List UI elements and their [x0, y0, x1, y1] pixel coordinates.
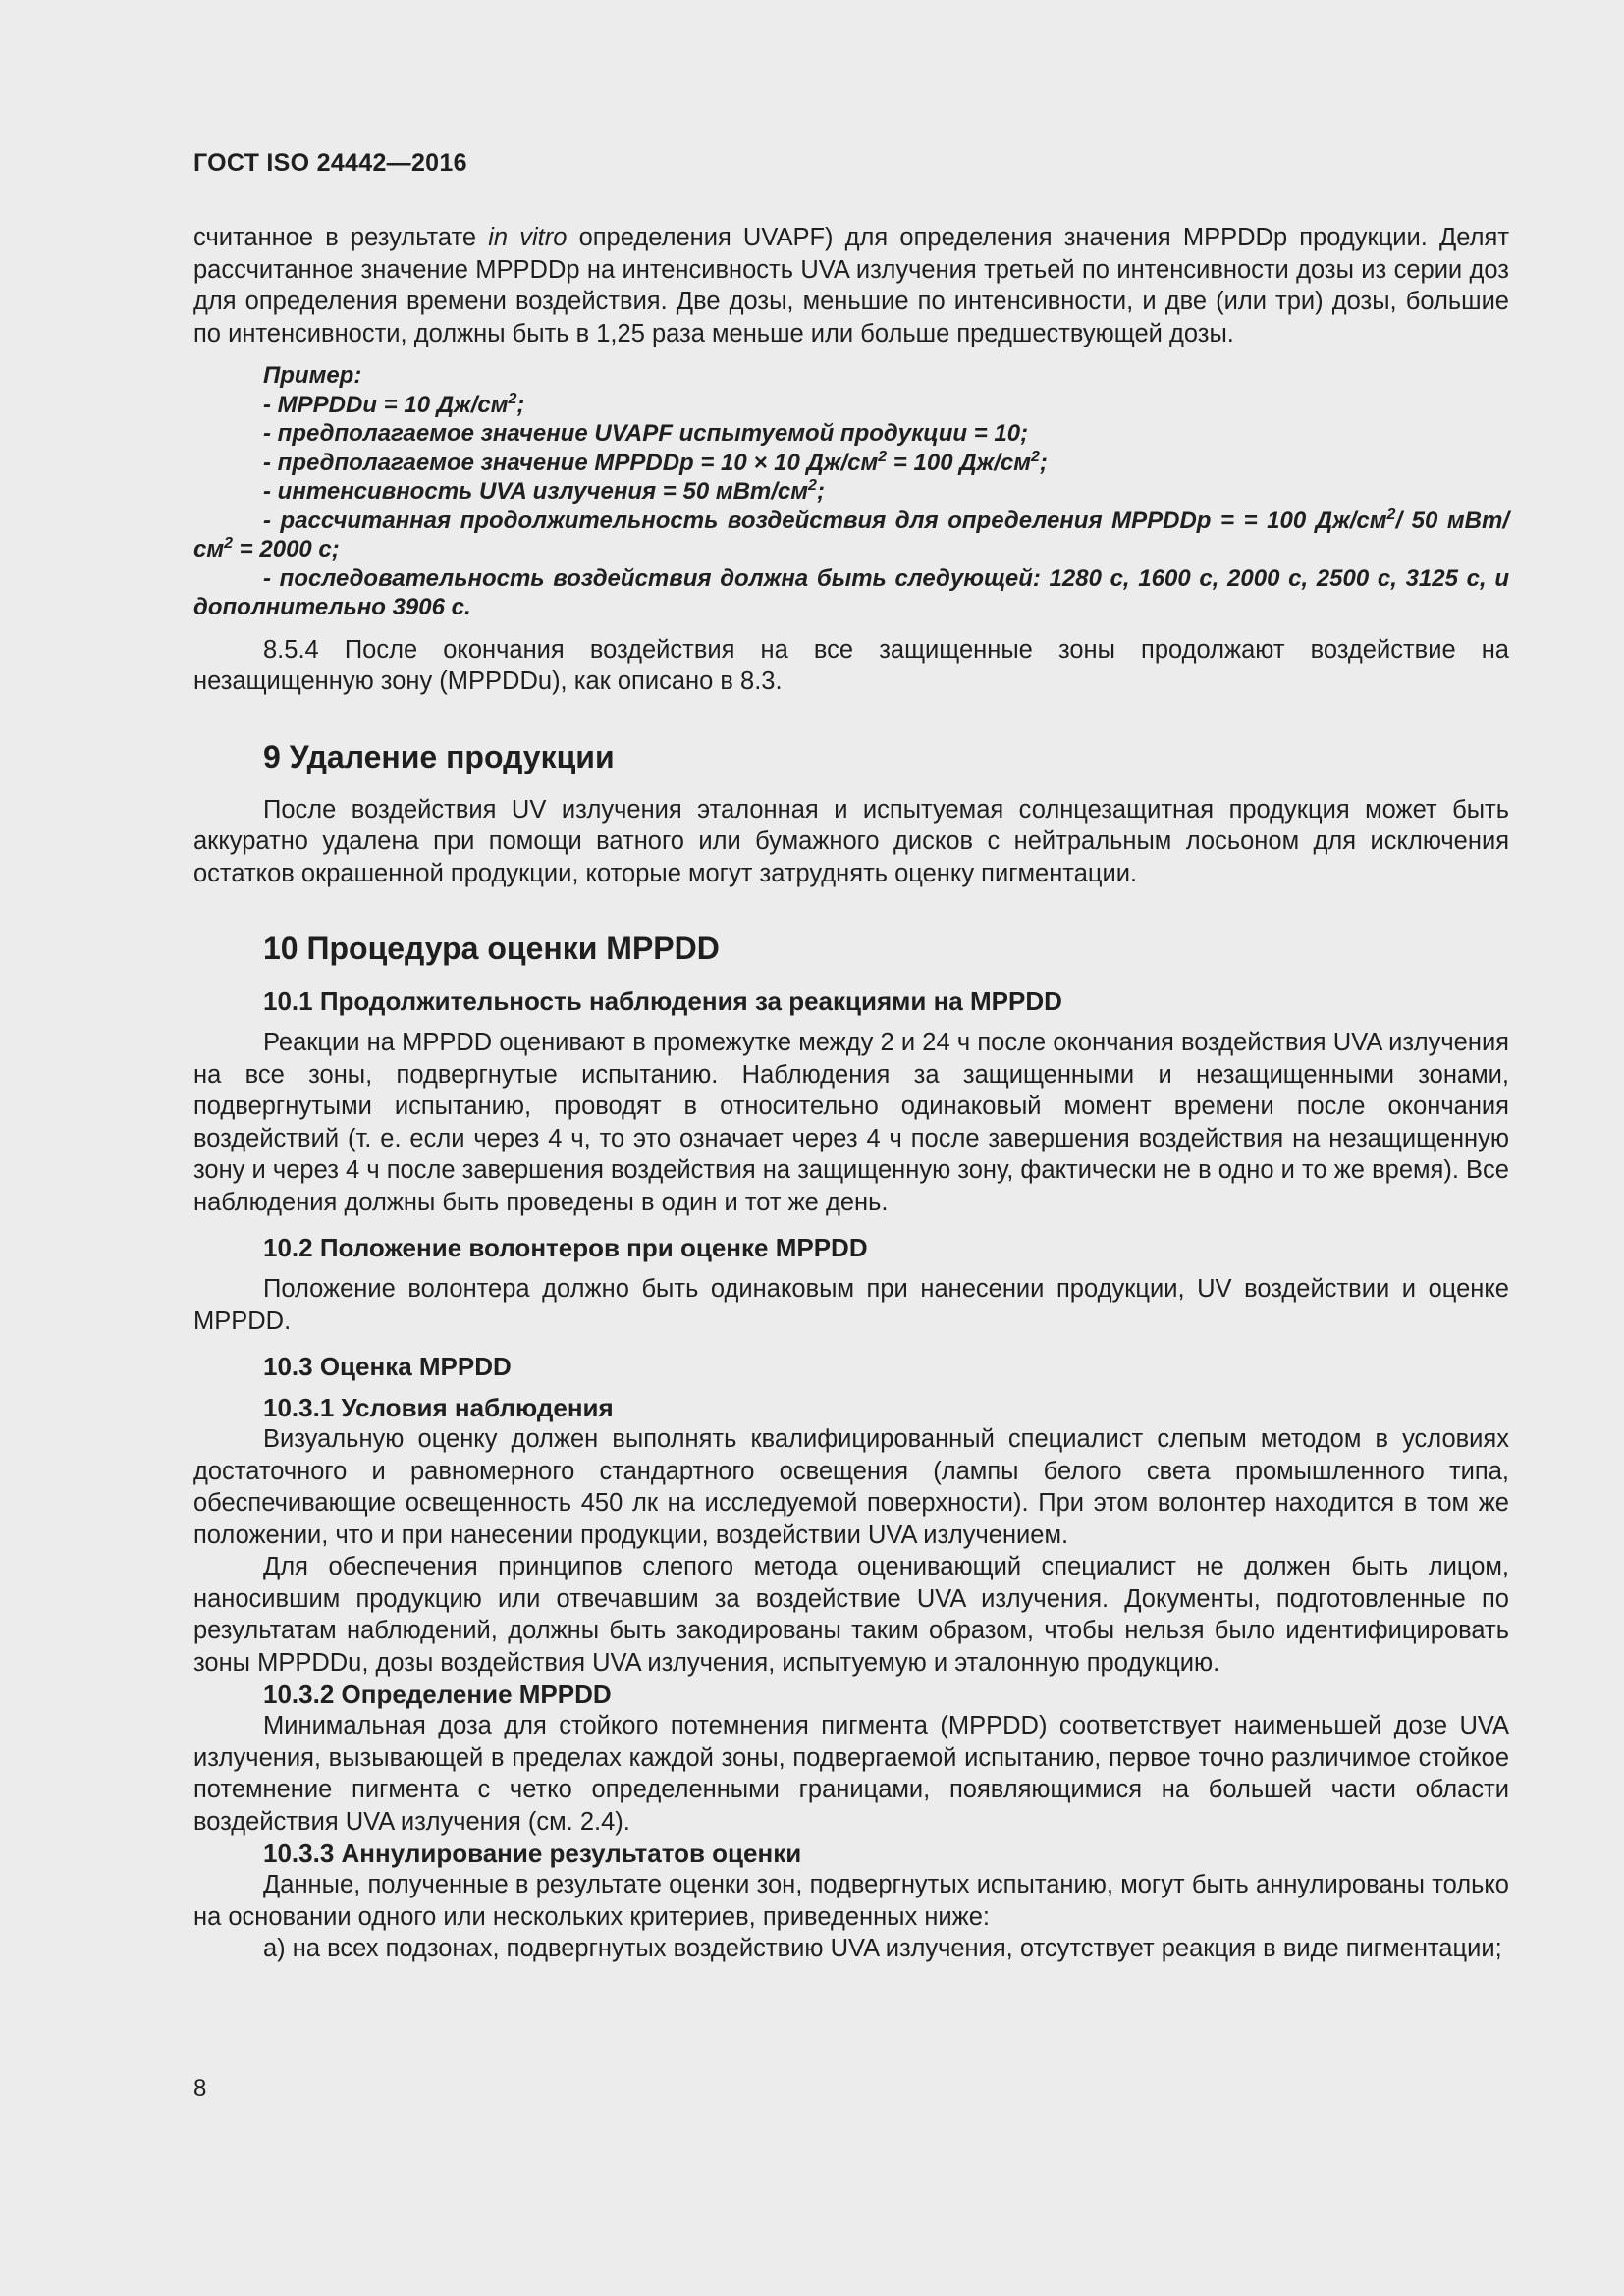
example-line-4: - интенсивность UVA излучения = 50 мВт/$см^2$;: [263, 477, 825, 505]
section-10-3-3-text: Данные, полученные в результате оценки зон, подвергнутых испытанию, могут быть аннулированы только на основании одного или нескольких критериев, приведенных ниже:: [193, 1871, 1509, 1931]
example-line-2: - предполагаемое значение UVAPF испытуемой продукции = 10;: [263, 420, 1029, 447]
intro-text-end: определения UVAPF) для определения значения MPPDDp продукции. Делят рассчитанное значение MPPDDp на интенсивность UVA излучения третьей по интенсивности дозы из серии доз для определения времени воздействия. Две дозы, меньшие по интенсивности, и две (или три) дозы, большие по интенсивности, должны быть в 1,25 раза меньше или больше предшествующей дозы.: [193, 224, 1509, 347]
example-line-6: - последовательность воздействия должна быть следующей: 1280 с, 1600 с, 2000 с, 2500 с, 3125 с, и дополнительно 3906 с.: [193, 564, 1509, 620]
intro-paragraph: [193, 222, 1509, 349]
section-10-3-title: 10.3 Оценка MPPDD: [263, 1352, 512, 1381]
section-10-3-2-title: 10.3.2 Определение MPPDD: [263, 1680, 612, 1709]
section-10-3-3-item-a: а) на всех подзонах, подвергнутых воздействию UVA излучения, отсутствует реакция в виде пигментации;: [263, 1935, 1502, 1962]
example-line-1: - MPPDDu = 10 $Дж/см^2$;: [263, 390, 525, 418]
section-9-title: 9 Удаление продукции: [263, 738, 615, 774]
section-10-3-1-text-2: Для обеспечения принципов слепого метода оценивающий специалист не должен быть лицом, наносившим продукцию или отвечавшим за воздействие UVA излучения. Документы, подготовленные по результатам наблюдений, должны быть закодированы таким образом, чтобы нельзя было идентифицировать зоны MPPDDu, дозы воздействия UVA излучения, испытуемую и эталонную продукцию.: [193, 1553, 1509, 1677]
paragraph-8-5-4: 8.5.4 После окончания воздействия на все защищенные зоны продолжают воздействие на незащищенную зону (MPPDDu), как описано в 8.3.: [193, 635, 1509, 695]
section-9-text: После воздействия UV излучения эталонная и испытуемая солнцезащитная продукция может быть аккуратно удалена при помощи ватного или бумажного дисков с нейтральным лосьоном для исключения остатков окрашенной продукции, которые могут затруднять оценку пигментации.: [193, 795, 1509, 887]
example-title: Пример:: [263, 362, 362, 389]
document-header: ГОСТ ISO 24442—2016: [193, 149, 467, 177]
section-10-2-text: Положение волонтера должно быть одинаковым при нанесении продукции, UV воздействии и оценке MPPDD.: [193, 1275, 1509, 1335]
intro-italic-term: in vitro: [488, 224, 568, 251]
section-10-title: 10 Процедура оценки MPPDD: [263, 931, 720, 966]
section-10-2-title: 10.2 Положение волонтеров при оценке MPPDD: [263, 1233, 868, 1262]
section-10-1-text: Реакции на MPPDD оценивают в промежутке между 2 и 24 ч после окончания воздействия UVA излучения на все зоны, подвергнутые испытанию. Наблюдения за защищенными и незащищенными зонами, подвергнутыми испытанию, проводят в относительно одинаковый момент времени после окончания воздействий (т. е. если через 4 ч, то это означает через 4 ч после завершения воздействия на незащищенную зону и через 4 ч после завершения воздействия на защищенную зону, фактически не в одно и то же время). Все наблюдения должны быть проведены в один и тот же день.: [193, 1029, 1509, 1216]
example-block: [193, 361, 1509, 622]
page-number: 8: [193, 2075, 207, 2102]
section-10-3-1-text-1: Визуальную оценку должен выполнять квалифицированный специалист слепым методом в условиях достаточного и равномерного стандартного освещения (лампы белого света промышленного типа, обеспечивающие освещенность 450 лк на исследуемой поверхности). При этом волонтер находится в том же положении, что и при нанесении продукции, воздействии UVA излучением.: [193, 1425, 1509, 1549]
intro-text-start: считанное в результате: [193, 224, 489, 251]
section-10-3-1-title: 10.3.1 Условия наблюдения: [263, 1393, 614, 1422]
page-content: [193, 222, 1509, 1965]
section-10-1-title: 10.1 Продолжительность наблюдения за реакциями на MPPDD: [263, 987, 1062, 1016]
section-10-3-3-title: 10.3.3 Аннулирование результатов оценки: [263, 1839, 802, 1868]
example-line-3: - предполагаемое значение MPPDDp = 10 × 10 $Дж/см^2 = 100$ $Дж/см^2$;: [263, 448, 1048, 476]
section-10-3-2-text: Минимальная доза для стойкого потемнения пигмента (MPPDD) соответствует наименьшей дозе UVA излучения, вызывающей в пределах каждой зоны, подвергаемой испытанию, первое точно различимое стойкое потемнение пигмента с четко определенными границами, появляющимися на большей части области воздействия UVA излучения (см. 2.4).: [193, 1712, 1509, 1836]
example-line-5: - рассчитанная продолжительность воздействия для определения MPPDDp = = 100 $Дж/см^2/$ 50 мВт/$см^2 = 2000$ с;: [193, 506, 1509, 562]
